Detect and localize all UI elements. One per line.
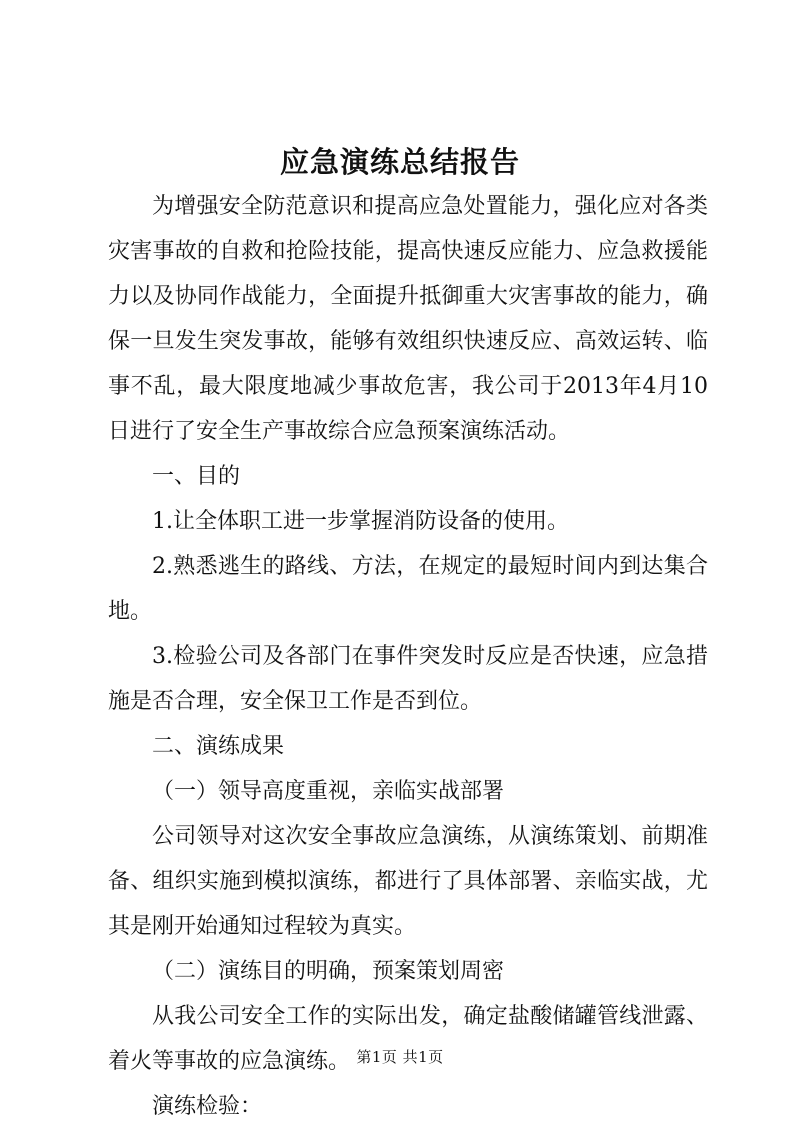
purpose-item-2: 2.熟悉逃生的路线、方法，在规定的最短时间内到达集合地。	[108, 554, 708, 624]
subsection-heading-leadership: （一）领导高度重视，亲临实战部署	[152, 779, 505, 804]
section-heading-results: 二、演练成果	[152, 734, 285, 759]
document-title: 应急演练总结报告	[279, 145, 520, 179]
document-body	[108, 184, 708, 1129]
purpose-item-1: 1.让全体职工进一步掌握消防设备的使用。	[152, 509, 569, 534]
subsection-heading-objectives: （二）演练目的明确，预案策划周密	[152, 959, 505, 984]
purpose-item-3: 3.检验公司及各部门在事件突发时反应是否快速，应急措施是否合理，安全保卫工作是否到位。	[108, 644, 708, 714]
intro-paragraph: 为增强安全防范意识和提高应急处置能力，强化应对各类灾害事故的自救和抢险技能，提高快速反应能力、应急救援能力以及协同作战能力，全面提升抵御重大灾害事故的能力，确保一旦发生突发事故，能够有效组织快速反应、高效运转、临事不乱，最大限度地减少事故危害，我公司于2013年4月10日进行了安全生产事故综合应急预案演练活动。	[108, 194, 708, 444]
section-heading-purpose: 一、目的	[152, 464, 241, 489]
drill-inspection-label: 演练检验：	[152, 1094, 263, 1119]
objectives-paragraph: 从我公司安全工作的实际出发，确定盐酸储罐管线泄露、着火等事故的应急演练。	[108, 1004, 708, 1074]
leadership-paragraph: 公司领导对这次安全事故应急演练，从演练策划、前期准备、组织实施到模拟演练，都进行了具体部署、亲临实战，尤其是刚开始通知过程较为真实。	[108, 824, 708, 939]
page-footer: 第1页 共1页	[356, 1048, 444, 1066]
